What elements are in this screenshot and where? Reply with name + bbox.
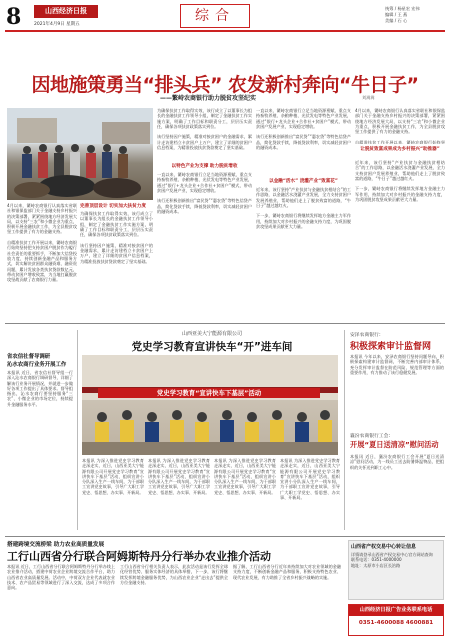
lead-subhead-3: 以金融“活水” 浇灌产业“致富花” (269, 179, 338, 184)
lead-text-col-2a: 为确保扶贫工作取得实效，该行成立了以董事长为组长的金融扶贫工作领导小组，制定了金融扶贫工作实施方案，明确了工作目标和职责分工，层层压实责任，确保各项扶贫政策落实到位。 该行坚持因户施策，精准对接贫困户的金融需求，累计走访建档立卡贫困户上万户，建立了详细的贫困户信息档案，为精准投放扶贫贷款奠定了坚实基础。 (157, 108, 252, 151)
ad-contact-phone: 0351-4600088 4600881 (358, 620, 434, 626)
lead-text-col-4b: 近年来，该行坚持“产业扶贫与金融扶贫相结合”的工作思路，以金融活水浇灌产业发展，全力支持贫困户发展养殖业，帮助他们走上了脱贫致富的道路，“牛日子”越过越红火。 下一步，繁峙农商银行将继续发挥地方金融主力军作用，持续加大对乡村振兴的金融支持力度，为巩固脱贫攻坚成果贡献更大力量。 (355, 160, 445, 203)
middle-photo (82, 355, 338, 455)
lead-subhead-2: 以特色产业为支撑 助力脱贫增收 (171, 164, 238, 169)
middle-kicker: 山西亚美大宁能源有限公司 (181, 331, 242, 337)
transfer-info-text: 详情请登录山西省产权交易中心官方网站查询 联系电话：0351-4000000 地址：太原市小店区长治路 (351, 552, 433, 568)
middle-text-col-4: 本报讯 为深入推进党史学习教育走深走实，近日，山西亚美大宁能源有限公司开展党史学习教育“宣讲快车下基层”活动，组织宣讲小分队深入生产一线车间，为干部职工宣讲党史故事，引导广大职工学党史、悟思想、办实事、开新局。 (280, 458, 340, 501)
bottom-text-col-2: 工行山西省分行相关负责人表示，此次活动是该行发挥全球化经营优势、服务实体经济的具体举措，下一步，该行将继续发挥跨境金融服务优势，为山西农业企业“走出去”提供全方位金融支持。 (120, 564, 228, 585)
section-title: 综合 (180, 4, 250, 28)
lead-text-col-1: 4月以来，繁峙农商银行认真落实省联社和银保监部门关于金融支持乡村振兴的决策部署，紧紧围绕地方经济发展大局，以支持“三农”和小微企业为重点，积极开展金融扶贫工作，为全县脱贫攻坚工作提供了有力的金融支持。 自精准扶贫工作开展以来，繁峙农商银行始终坚持把支持贫困户脱贫作为履行社会责任的重要抓手，不断加大信贷投放力度，持续创新金融产品和服务方式，切实解决贫困群众融资难、融资贵问题，累计发放各类扶贫贷款数亿元，带动贫困户增收致富，为当地打赢脱贫攻坚战贡献了农商银行力量。 (7, 203, 77, 283)
right-headline: 积极探索审计监督网 (350, 342, 432, 352)
right-headline-2: 开展“夏日送清凉”慰问活动 (350, 440, 439, 449)
lead-subhead-4: 让脱贫致富成果成为乡村振兴“助推器” (360, 147, 440, 152)
issue-date: 2021年4月9日 星期五 (34, 22, 80, 27)
editor-credit-2: 编辑 / 王 燕 (385, 12, 408, 17)
left-article-title-1: 省农信社督导调研 (7, 354, 51, 360)
cattle-crowd-illustration (7, 108, 153, 200)
section-divider-1 (5, 323, 445, 324)
lead-subhead-1: 完善顶层设计 切实加大扶贫力度 (80, 204, 146, 209)
page-number: 8 (6, 4, 22, 30)
left-article-title-2: 沁水农商行业务开展工作 (7, 362, 67, 368)
header-rule (5, 30, 445, 32)
audience-illustration (82, 355, 338, 455)
lead-text-col-4a: 4月以来，繁峙农商银行认真落实省联社和银保监部门关于金融支持乡村振兴的决策部署，紧紧围绕地方经济发展大局，以支持“三农”和小微企业为重点，积极开展金融扶贫工作，为全县脱贫攻坚工作提供了有力的金融支持。 自精准扶贫工作开展以来，繁峙农商银行始终坚 (355, 108, 445, 144)
lead-text-col-2b: 一直以来，繁峙农商银行立足当地资源禀赋，重点支持畜牧养殖、杂粮种植、光伏发电等特色产业发展，通过“银行+龙头企业+合作社+贫困户”模式，带动贫困户发展产业，实现稳定增收。 该行还积极创新推出“富民贷”“惠农贷”等特色信贷产品，简化贷款手续，降低贷款利率，切实减轻贫困户的融资成本。 (157, 172, 252, 215)
lead-text-col-1b: 为确保扶贫工作取得实效，该行成立了以董事长为组长的金融扶贫工作领导小组，制定了金融扶贫工作实施方案，明确了工作目标和职责分工，层层压实责任，确保各项扶贫政策落实到位。 该行坚持因户施策，精准对接贫困户的金融需求，累计走访建档立卡贫困户上万户，建立了详细的贫困户信息档案，为精准投放扶贫贷款奠定了坚实基础。 (80, 211, 153, 264)
bottom-headline: 工行山西省分行联合阿姆斯特丹分行举办农业推介活动 (7, 550, 271, 563)
transfer-info-title: 山西省产权交易中心转让信息 (351, 544, 417, 550)
lead-text-col-3a: 一直以来，繁峙农商银行立足当地资源禀赋，重点支持畜牧养殖、杂粮种植、光伏发电等特色产业发展，通过“银行+龙头企业+合作社+贫困户”模式，带动贫困户发展产业，实现稳定增收。 该行还积极创新推出“富民贷”“惠农贷”等特色信贷产品，简化贷款手续，降低贷款利率，切实减轻贫困户的融资成本。 (256, 108, 351, 151)
section-divider-2 (5, 536, 445, 537)
lead-subtitle: ——繁峙农商银行助力脱贫攻坚纪实 (160, 95, 257, 102)
bottom-kicker: 搭建跨境交流桥梁 助力农业高质量发展 (7, 542, 105, 548)
right-kicker: 安泽农商银行： (350, 333, 384, 338)
column-divider-right (344, 330, 345, 530)
paper-name: 山西经济日报 (34, 5, 98, 18)
column-divider-left (77, 330, 78, 530)
lead-byline: 刘嵩嵩 (362, 95, 375, 100)
lead-photo (7, 108, 153, 200)
event-banner: 党史学习教育“宣讲快车下基层”活动 (98, 388, 320, 398)
middle-text-col-1: 本报讯 为深入推进党史学习教育走深走实，近日，山西亚美大宁能源有限公司开展党史学习教育“宣讲快车下基层”活动，组织宣讲小分队深入生产一线车间，为干部职工宣讲党史故事，引导广大职工学党史、悟思想、办实事、开新局。 (82, 458, 144, 495)
middle-text-col-2: 本报讯 为深入推进党史学习教育走深走实，近日，山西亚美大宁能源有限公司开展党史学习教育“宣讲快车下基层”活动，组织宣讲小分队深入生产一线车间，为干部职工宣讲党史故事，引导广大职工学党史、悟思想、办实事、开新局。 (148, 458, 210, 495)
editor-credit: 统筹 / 杨星宏 宏伟 (385, 6, 420, 11)
lead-text-col-3b: 近年来，该行坚持“产业扶贫与金融扶贫相结合”的工作思路，以金融活水浇灌产业发展，全力支持贫困户发展养殖业，帮助他们走上了脱贫致富的道路，“牛日子”越过越红火。 下一步，繁峙农商银行将继续发挥地方金融主力军作用，持续加大对乡村振兴的金融支持力度，为巩固脱贫攻坚成果贡献更大力量。 (256, 187, 351, 230)
ad-contact-title: 山西经济日报广告业务联系电话 (349, 605, 443, 616)
bottom-text-col-1: 本报讯 近日，工行山西省分行联合阿姆斯特丹分行举办线上农业推介活动，搭建中荷农业企业跨境交流合作平台，助力山西省农业高质量发展。活动中，中荷双方企业代表就农业技术、农产品贸易等领域进行了深入交流，达成了多项合作意向。 (7, 564, 115, 591)
left-article-text: 本报讯 近日，省农信社督导组一行深入沁水农商银行调研督导，详细了解该行业务开展情况，并就进一步做好各项工作提出了具体要求。督导组指出，沁水农商行要坚持服务“三农”、小微企业的市场定位，持续提升金融服务水平。 (7, 370, 73, 407)
right-text: 本报讯 今年以来，安泽农商银行坚持问题导向，积极探索构建审计监督网，不断完善内部审计体系，充分发挥审计监督在防范风险、规范管理等方面的重要作用，有力推动了该行稳健发展。 (350, 354, 444, 375)
lead-headline: 因地施策勇当“排头兵” 农发新村奔向“牛日子” (31, 74, 419, 96)
right-kicker-2: 襄汾农商银行工会： (350, 434, 394, 439)
designer-credit: 美编 / 石 心 (385, 18, 408, 23)
bottom-text-col-3: 据了解，工行山西省分行近年来持续加大对农业领域的金融支持力度，不断创新金融产品和服务，积极支持特色农业、现代农业发展，有力助推了全省乡村振兴战略的实施。 (233, 564, 341, 580)
right-text-2: 本报讯 近日，襄汾农商银行工会开展“夏日送清凉”慰问活动，为一线员工送去防暑降温物品，把组织的关怀送到职工心中。 (350, 454, 444, 470)
middle-text-col-3: 本报讯 为深入推进党史学习教育走深走实，近日，山西亚美大宁能源有限公司开展党史学习教育“宣讲快车下基层”活动，组织宣讲小分队深入生产一线车间，为干部职工宣讲党史故事，引导广大职工学党史、悟思想、办实事、开新局。 (214, 458, 276, 495)
middle-headline: 党史学习教育宣讲快车“开”进车间 (131, 341, 293, 353)
